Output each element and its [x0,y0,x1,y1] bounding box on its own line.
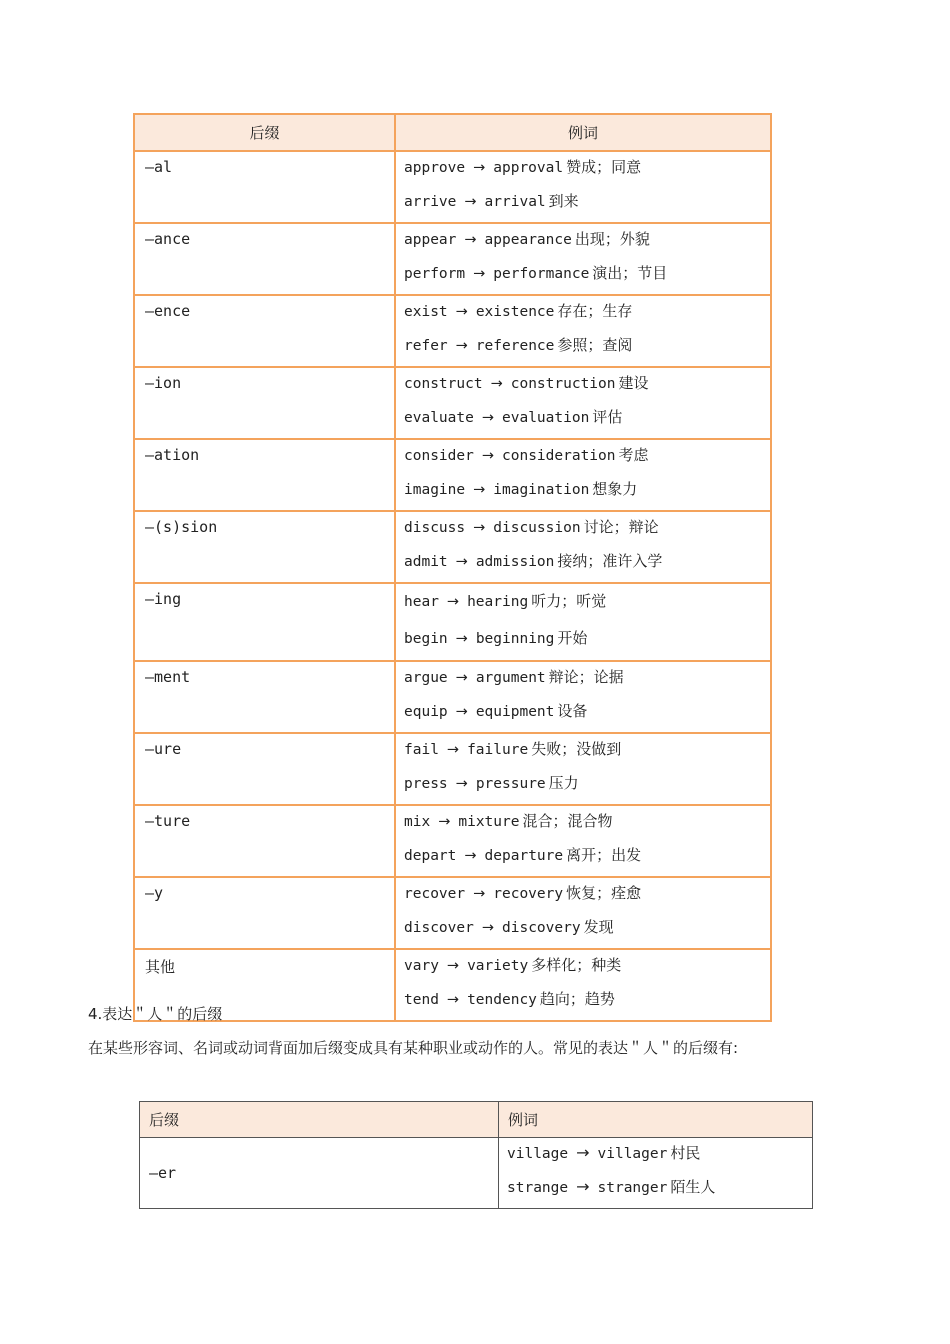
base-word: mix [404,814,431,830]
arrow-icon: → [473,266,486,282]
example-line [404,842,770,876]
example-line [404,154,770,188]
example-line [507,1174,812,1208]
meaning: 听力；听觉 [531,592,607,610]
example-line [404,664,770,698]
derived-word: discovery [502,920,581,936]
derived-word: discussion [493,520,581,536]
derived-word: performance [493,266,590,282]
suffix-table [133,113,772,1022]
examples-cell [395,151,771,223]
example-line [404,914,770,948]
derived-word: arrival [484,194,546,210]
table-header-row [134,114,771,151]
derived-word: approval [493,160,564,176]
table-header-row [140,1102,813,1138]
suffix-cell: —ure [134,733,395,805]
base-word: appear [404,232,457,248]
derived-word: argument [475,670,546,686]
suffix-cell: 其他 [134,949,395,1021]
meaning: 接纳；准许入学 [557,552,663,570]
base-word: perform [404,266,466,282]
example-line [404,698,770,732]
base-word: press [404,776,448,792]
derived-word: hearing [467,594,529,610]
example-line [404,370,770,404]
derived-word: evaluation [502,410,590,426]
derived-word: beginning [475,631,555,647]
table-row [134,151,771,223]
examples-cell [395,439,771,511]
section-heading: 4.表达＂人＂的后缀 [88,1005,223,1023]
derived-word: departure [484,848,564,864]
section-intro: 在某些形容词、名词或动词背面加后缀变成具有某种职业或动作的人。常见的表达＂人＂的后缀有: [88,1039,739,1057]
suffix-cell: —ion [134,367,395,439]
derived-word: existence [475,304,555,320]
suffix-cell: —ture [134,805,395,877]
base-word: tend [404,992,439,1008]
arrow-icon: → [490,376,503,392]
arrow-icon: → [446,594,460,610]
meaning: 辩论；论据 [548,668,624,686]
arrow-icon: → [455,670,468,686]
examples-cell [395,367,771,439]
arrow-icon: → [464,194,477,210]
arrow-icon: → [473,886,486,902]
suffix-cell: —ment [134,661,395,733]
table-row [140,1138,813,1209]
meaning: 出现；外貌 [574,230,650,248]
meaning: 发现 [583,918,614,936]
derived-word: reference [475,338,555,354]
meaning: 参照；查阅 [557,336,633,354]
base-word: discuss [404,520,466,536]
arrow-icon: → [481,920,494,936]
base-word: approve [404,160,466,176]
suffix-cell: —ation [134,439,395,511]
examples-cell [395,733,771,805]
derived-word: tendency [467,992,537,1008]
header-examples: 例词 [395,114,771,151]
arrow-icon: → [473,520,486,536]
meaning: 村民 [670,1144,701,1162]
example-line [404,548,770,582]
example-line [404,332,770,366]
table-row [134,949,771,1021]
meaning: 趋向；趋势 [539,990,615,1008]
base-word: depart [404,848,457,864]
base-word: strange [507,1180,569,1196]
derived-word: villager [597,1146,668,1162]
example-line [404,952,770,986]
table-row [134,511,771,583]
meaning: 多样化；种类 [531,956,622,974]
base-word: begin [404,631,448,647]
base-word: admit [404,554,448,570]
example-line [404,770,770,804]
examples-cell [395,295,771,367]
example-line [404,260,770,294]
derived-word: equipment [475,704,555,720]
example-line [404,808,770,842]
examples-cell [395,661,771,733]
base-word: construct [404,376,483,392]
arrow-icon: → [473,482,486,498]
meaning: 压力 [548,774,579,792]
base-word: exist [404,304,448,320]
examples-cell [395,949,771,1021]
base-word: imagine [404,482,466,498]
meaning: 到来 [548,192,579,210]
arrow-icon: → [481,410,494,426]
header-suffix: 后缀 [134,114,395,151]
derived-word: consideration [502,448,616,464]
arrow-icon: → [576,1177,590,1196]
arrow-icon: → [446,992,460,1008]
table-row [134,439,771,511]
meaning: 离开；出发 [566,846,642,864]
meaning: 失败；没做到 [531,740,622,758]
examples-cell [395,511,771,583]
example-line [404,623,770,660]
base-word: vary [404,958,439,974]
arrow-icon: → [481,448,494,464]
suffix-cell: —(s)sion [134,511,395,583]
meaning: 存在；生存 [557,302,633,320]
arrow-icon: → [576,1143,590,1162]
derived-word: recovery [493,886,564,902]
arrow-icon: → [455,631,468,647]
base-word: village [507,1146,569,1162]
example-line [404,226,770,260]
base-word: argue [404,670,448,686]
example-line [404,514,770,548]
example-line [404,404,770,438]
example-line [404,476,770,510]
meaning: 混合；混合物 [522,812,613,830]
table-row [134,805,771,877]
suffix-cell: —ing [134,583,395,661]
table-row [134,367,771,439]
meaning: 赞成；同意 [566,158,642,176]
base-word: fail [404,742,439,758]
example-line [404,586,770,623]
arrow-icon: → [455,554,468,570]
derived-word: appearance [484,232,572,248]
example-line [404,880,770,914]
arrow-icon: → [455,704,468,720]
arrow-icon: → [455,776,468,792]
header-examples: 例词 [499,1102,813,1138]
example-line [404,298,770,332]
header-suffix: 后缀 [140,1102,499,1138]
meaning: 建设 [618,374,649,392]
meaning: 恢复；痊愈 [566,884,642,902]
meaning: 考虑 [618,446,649,464]
meaning: 讨论；辩论 [583,518,659,536]
derived-word: mixture [458,814,520,830]
meaning: 设备 [557,702,588,720]
base-word: evaluate [404,410,474,426]
arrow-icon: → [446,958,460,974]
example-line [404,986,770,1020]
derived-word: construction [510,376,616,392]
arrow-icon: → [446,742,460,758]
table-row [134,223,771,295]
table-row [134,733,771,805]
table-row [134,295,771,367]
suffix-cell: —al [134,151,395,223]
suffix-cell: —er [140,1138,499,1209]
base-word: hear [404,594,439,610]
examples-cell [395,223,771,295]
arrow-icon: → [464,848,477,864]
meaning: 陌生人 [670,1178,716,1196]
arrow-icon: → [455,304,468,320]
meaning: 开始 [557,629,588,647]
base-word: equip [404,704,448,720]
meaning: 演出；节目 [592,264,668,282]
meaning: 想象力 [592,480,638,498]
arrow-icon: → [473,160,486,176]
table-row [134,877,771,949]
base-word: refer [404,338,448,354]
example-line [507,1140,812,1174]
example-line [404,442,770,476]
arrow-icon: → [464,232,477,248]
suffix-cell: —ance [134,223,395,295]
example-line [404,188,770,222]
suffix-cell: —y [134,877,395,949]
derived-word: stranger [597,1180,668,1196]
arrow-icon: → [438,814,451,830]
table-row [134,583,771,661]
examples-cell [499,1138,813,1209]
table-row [134,661,771,733]
base-word: arrive [404,194,457,210]
derived-word: variety [467,958,529,974]
examples-cell [395,805,771,877]
meaning: 评估 [592,408,623,426]
examples-cell [395,583,771,661]
arrow-icon: → [455,338,468,354]
suffix-cell: —ence [134,295,395,367]
derived-word: admission [475,554,555,570]
examples-cell [395,877,771,949]
base-word: consider [404,448,474,464]
example-line [404,736,770,770]
person-suffix-table [139,1101,813,1209]
base-word: discover [404,920,474,936]
derived-word: imagination [493,482,590,498]
derived-word: pressure [475,776,546,792]
base-word: recover [404,886,466,902]
derived-word: failure [467,742,529,758]
